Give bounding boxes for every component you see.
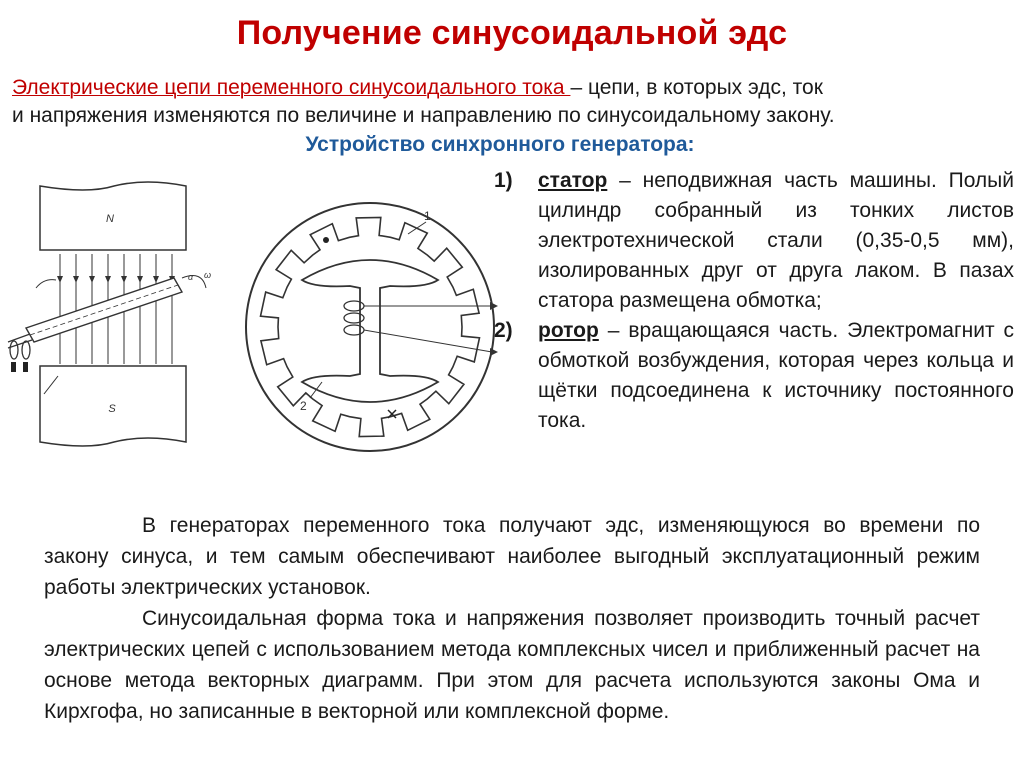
brushes bbox=[11, 362, 28, 372]
intro-rest-line2: и напряжения изменяются по величине и направлению по синусоидальному закону. bbox=[12, 104, 835, 127]
intro-term: Электрические цепи переменного синусоидального тока bbox=[12, 76, 571, 99]
coil-in-magnetic-field-diagram bbox=[6, 180, 236, 460]
stator-conductor-dot bbox=[323, 237, 329, 243]
list-item-number: 1) bbox=[494, 169, 513, 192]
list-item-rotor bbox=[494, 316, 1014, 436]
intro-definition bbox=[12, 74, 1016, 130]
paragraph-text: Синусоидальная форма тока и напряжения позволяет производить точный расчет электрических цепей с использованием метода комплексных чисел и приближенный расчет на основе метода векторных диаграмм. При этом для расчета используются законы Ома и Кирхгофа, но записанные в векторной или комплексной форме. bbox=[44, 607, 980, 723]
generator-cross-section-diagram bbox=[240, 196, 504, 458]
pole-n-label: N bbox=[106, 213, 114, 225]
list-item-keyword: статор bbox=[538, 169, 608, 192]
slide-title: Получение синусоидальной эдс bbox=[236, 14, 788, 52]
field-arrowheads bbox=[57, 276, 175, 283]
list-item-number: 2) bbox=[494, 319, 513, 342]
generator-parts-list bbox=[494, 166, 1014, 436]
list-item-keyword: ротор bbox=[538, 319, 599, 342]
paragraph-sine-emf bbox=[44, 510, 980, 603]
list-item-text: – вращающаяся часть. Электромагнит с обмоткой возбуждения, которая через кольца и щётки подсоединена к источнику постоянного тока. bbox=[538, 319, 1014, 432]
pole-s-label: S bbox=[108, 403, 116, 415]
callout-2-label: 2 bbox=[300, 399, 307, 413]
list-item-text: – неподвижная часть машины. Полый цилиндр собранный из тонких листов электротехнической стали (0,35-0,5 мм), изолированных друг от друга лаком. В пазах статора размещена обмотка; bbox=[538, 169, 1014, 312]
list-item-body bbox=[538, 316, 1014, 436]
paragraph-calculation-methods bbox=[44, 603, 980, 727]
list-item-stator bbox=[494, 166, 1014, 316]
intro-rest-line1: – цепи, в которых эдс, ток bbox=[570, 76, 823, 99]
list-item-body bbox=[538, 166, 1014, 316]
callout-1-label: 1 bbox=[424, 209, 431, 223]
angle-alpha-label: α bbox=[188, 272, 194, 282]
angle-omega-label: ω bbox=[204, 270, 212, 280]
paragraph-text: В генераторах переменного тока получают эдс, изменяющуюся во времени по закону синуса, и тем самым обеспечивают наиболее выгодный эксплуатационный режим работы электрических установок. bbox=[44, 514, 980, 599]
section-subtitle: Устройство синхронного генератора: bbox=[305, 133, 695, 156]
